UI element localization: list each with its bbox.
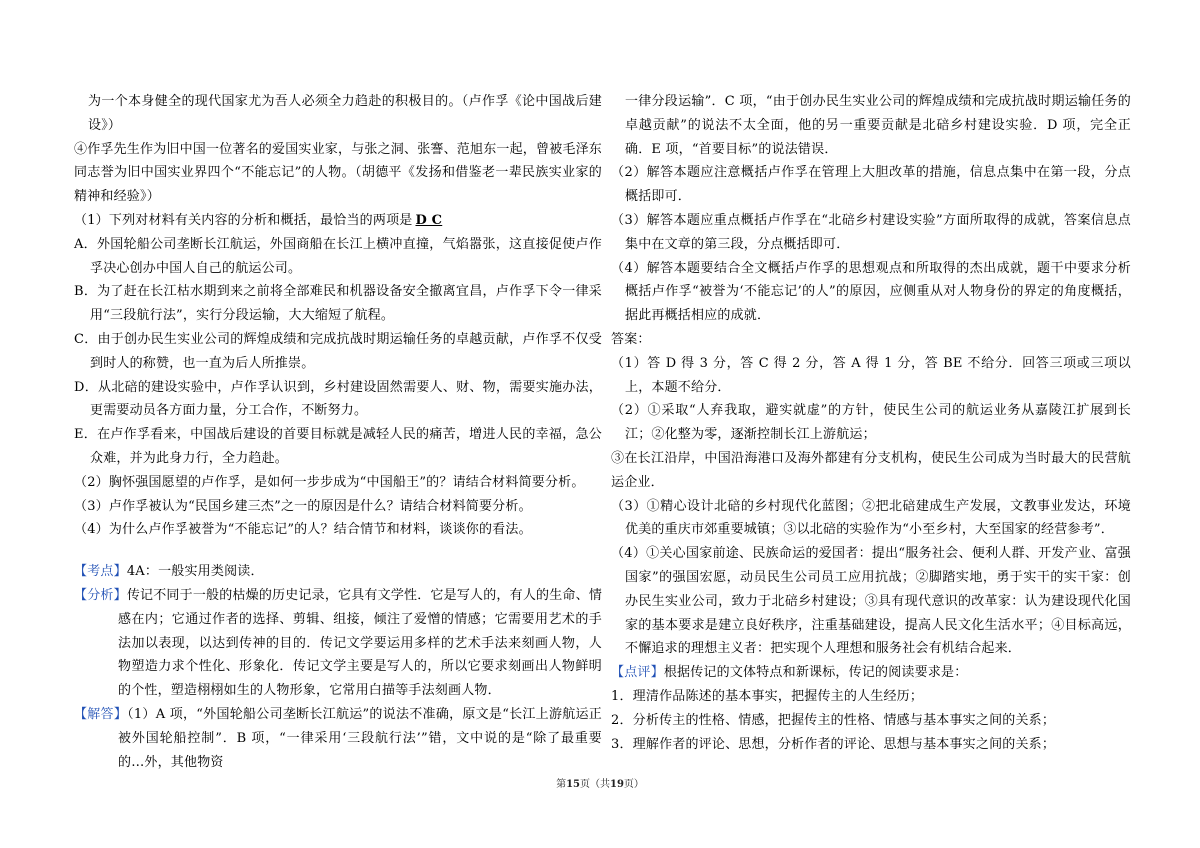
option-b: B．为了赶在长江枯水期到来之前将全部难民和机器设备安全撤离宜昌，卢作孚下令一律采用“三段航行法”，实行分段运输，大大缩短了航程。: [74, 284, 602, 324]
question-4: （4）为什么卢作孚被誉为“不能忘记”的人？结合情节和材料，谈谈你的看法。: [74, 522, 532, 538]
jieda-continued: 一律分段运输”．C 项，“由于创办民生实业公司的辉煌成绩和完成抗战时期运输任务的卓越贡献”的说法不太全面，他的另一重要贡献是北碚乡村建设实验．D 项，完全正确．E 项，“首要目标”的说法错误．: [625, 94, 1131, 157]
dianping-text: 根据传记的文体特点和新课标，传记的阅读要求是：: [663, 665, 968, 681]
answer-4: （4）①关心国家前途、民族命运的爱国者：提出“服务社会、便利人群、开发产业、富强国家”的强国宏愿，动员民生公司员工应用抗战；②脚踏实地，勇于实干的实干家：创办民生实业公司，致力于北碚乡村建设；③具有现代意识的改革家：认为建设现代化国家的基本要求是建立良好秩序，注重基础建设，提高人民文化生活水平；④目标高远，不懈追求的理想主义者：把实现个人理想和服务社会有机结合起来．: [611, 546, 1131, 657]
jieda-2: （2）解答本题应注意概括卢作孚在管理上大胆改革的措施，信息点集中在第一段，分点概括即可．: [611, 165, 1131, 205]
jieda-3: （3）解答本题应重点概括卢作孚在“北碚乡村建设实验”方面所取得的成就，答案信息点集中在文章的第三段，分点概括即可．: [611, 212, 1131, 252]
jieda-4: （4）解答本题要结合全文概括卢作孚的思想观点和所取得的杰出成就，题干中要求分析概括卢作孚“被誉为‘不能忘记’的人”的原因，应侧重从对人物身份的界定的角度概括，据此再概括相应的成就．: [611, 260, 1131, 324]
jieda-section: [74, 703, 602, 774]
question-1-text: （1）下列对材料有关内容的分析和概括，最恰当的两项是: [74, 212, 413, 228]
answer-1: （1）答 D 得 3 分，答 C 得 2 分，答 A 得 1 分，答 BE 不给分．回答三项或三项以上，本题不给分．: [611, 355, 1131, 395]
dianping-section: [611, 661, 1131, 685]
footer-middle: 页（共: [580, 779, 610, 790]
question-1: [74, 209, 602, 233]
page-number: 15: [566, 779, 580, 790]
page-total: 19: [610, 779, 624, 790]
footer-prefix: 第: [556, 779, 567, 790]
answer-3: （3）①精心设计北碚的乡村现代化蓝图；②把北碚建成生产发展，文教事业发达，环境优美的重庆市郊重要城镇；③以北碚的实验作为“小至乡村，大至国家的经营参考”．: [611, 498, 1131, 538]
requirement-1: 1．理清作品陈述的基本事实，把握传主的人生经历；: [611, 688, 924, 704]
fenxi-tag: 【分析】: [74, 587, 127, 603]
right-column: [611, 90, 1131, 756]
option-c: C．由于创办民生实业公司的辉煌成绩和完成抗战时期运输任务的卓越贡献，卢作孚不仅受到时人的称赞，也一直为后人所推崇。: [74, 331, 602, 371]
fenxi-text: 传记不同于一般的枯燥的历史记录，它具有文学性．它是写人的，有人的生命、情感在内；它通过作者的选择、剪辑、组接，倾注了爱憎的情感；它需要用艺术的手法加以表现，以达到传神的目的．传记文学要运用多样的艺术手法来刻画人物，人物塑造力求个性化、形象化．传记文学主要是写人的，所以它要求刻画出人物鲜明的个性，塑造栩栩如生的人物形象，它常用白描等手法刻画人物．: [118, 587, 603, 699]
answer-label: 答案：: [611, 331, 651, 347]
page-footer: [0, 775, 1200, 790]
question-2: （2）胸怀强国愿望的卢作孚，是如何一步步成为“中国船王”的？请结合材料简要分析。: [74, 474, 585, 490]
material-4: ④作孚先生作为旧中国一位著名的爱国实业家，与张之洞、张謇、范旭东一起，曾被毛泽东同志誉为旧中国实业界四个“不能忘记”的人物。（胡德平《发扬和借鉴老一辈民族实业家的精神和经验》）: [74, 141, 603, 205]
jieda-tag: 【解答】: [74, 706, 128, 722]
fenxi-section: [74, 584, 602, 703]
option-d: D．从北碚的建设实验中，卢作孚认识到，乡村建设固然需要人、财、物，需要实施办法，更需要动员各方面力量，分工合作，不断努力。: [74, 379, 602, 419]
answer-2: （2）①采取“人弃我取，避实就虚”的方针，使民生公司的航运业务从嘉陵江扩展到长江；②化整为零，逐渐控制长江上游航运；: [611, 403, 1131, 443]
option-e: E．在卢作孚看来，中国战后建设的首要目标就是减轻人民的痛苦，增进人民的幸福，急公众难，并为此身力行，全力趋赴。: [74, 427, 602, 466]
footer-suffix: 页）: [623, 779, 644, 790]
kaodian-tag: 【考点】: [74, 564, 127, 580]
kaodian-section: [74, 560, 602, 584]
answer-2-continued: ③在长江沿岸，中国沿海港口及海外都建有分支机构，使民生公司成为当时最大的民营航运企业．: [611, 450, 1131, 490]
requirement-2: 2．分析传主的性格、情感，把握传主的性格、情感与基本事实之间的关系；: [611, 712, 1056, 728]
question-3: （3）卢作孚被认为“民国乡建三杰”之一的原因是什么？请结合材料简要分析。: [74, 498, 532, 514]
material-3-tail: 为一个本身健全的现代国家尤为吾人必须全力趋赴的积极目的。（卢作孚《论中国战后建设》）: [88, 94, 602, 133]
dianping-tag: 【点评】: [611, 665, 664, 681]
requirement-3: 3．理解作者的评论、思想，分析作者的评论、思想与基本事实之间的关系；: [611, 736, 1056, 752]
option-a: A．外国轮船公司垄断长江航运，外国商船在长江上横冲直撞，气焰嚣张，这直接促使卢作孚决心创办中国人自己的航运公司。: [74, 236, 602, 276]
left-column: [74, 90, 602, 774]
kaodian-text: 4A：一般实用类阅读．: [126, 564, 264, 580]
question-1-answer: D C: [415, 212, 443, 228]
jieda-text: （1）A 项，“外国轮船公司垄断长江航运”的说法不准确，原文是“长江上游航运正被外国轮船控制”．B 项，“一律采用‘三段航行法’”错，文中说的是“除了最重要的…外，其他物资: [118, 706, 602, 770]
